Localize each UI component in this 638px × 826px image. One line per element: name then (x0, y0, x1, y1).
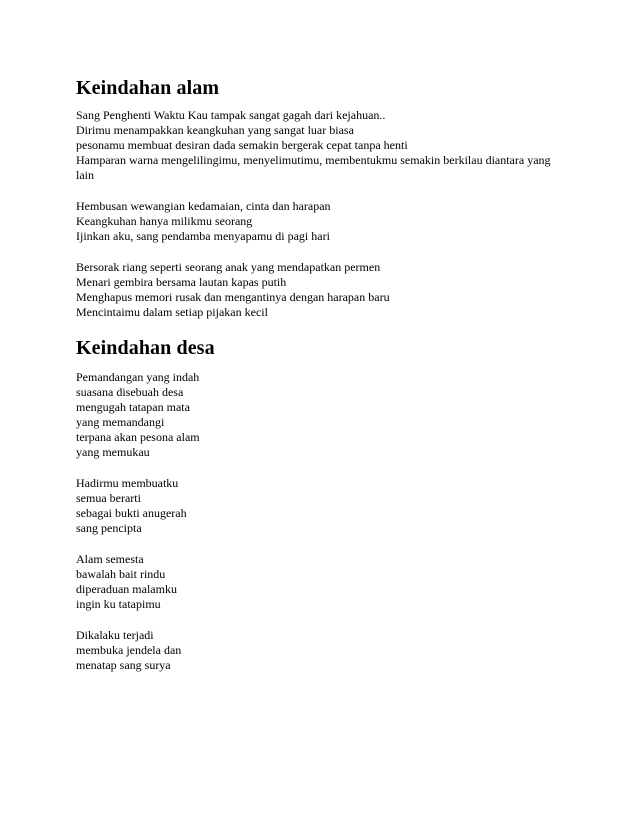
stanza (76, 370, 616, 460)
poem-line: terpana akan pesona alam (76, 430, 200, 444)
poem-line: pesonamu membuat desiran dada semakin bergerak cepat tanpa henti (76, 138, 408, 152)
poem-line: sebagai bukti anugerah (76, 506, 187, 520)
section-title-keindahan-alam: Keindahan alam (76, 77, 220, 99)
poem-line: Alam semesta (76, 552, 144, 566)
poem-line: suasana disebuah desa (76, 385, 184, 399)
poem-line: Hembusan wewangian kedamaian, cinta dan harapan (76, 199, 331, 213)
poem-line: Mencintaimu dalam setiap pijakan kecil (76, 305, 268, 319)
stanza (76, 552, 616, 612)
poem-line: Bersorak riang seperti seorang anak yang mendapatkan permen (76, 260, 381, 274)
poem-line: bawalah bait rindu (76, 567, 166, 581)
poem-line: Menghapus memori rusak dan mengantinya dengan harapan baru (76, 290, 390, 304)
poem-line: sang pencipta (76, 521, 142, 535)
stanza (76, 199, 616, 244)
poem-line: Sang Penghenti Waktu Kau tampak sangat gagah dari kejahuan.. (76, 108, 386, 122)
poem-line: semua berarti (76, 491, 141, 505)
poem-line: yang memukau (76, 445, 150, 459)
stanza (76, 476, 616, 536)
stanza (76, 260, 616, 320)
stanza (76, 108, 616, 183)
poem-line: Pemandangan yang indah (76, 370, 200, 384)
poem-line: Menari gembira bersama lautan kapas putih (76, 275, 287, 289)
poem-line: menatap sang surya (76, 658, 171, 672)
poem-line: mengugah tatapan mata (76, 400, 190, 414)
poem-line: diperaduan malamku (76, 582, 177, 596)
document-page (76, 76, 616, 689)
poem-line: Keangkuhan hanya milikmu seorang (76, 214, 253, 228)
poem-line: Dikalaku terjadi (76, 628, 154, 642)
poem-line: Hadirmu membuatku (76, 476, 179, 490)
poem-line: Hamparan warna mengelilingimu, menyelimutimu, membentukmu semakin berkilau diantara yang lain (76, 153, 551, 182)
poem-line: Dirimu menampakkan keangkuhan yang sangat luar biasa (76, 123, 354, 137)
stanza (76, 628, 616, 673)
poem-line: Ijinkan aku, sang pendamba menyapamu di pagi hari (76, 229, 330, 243)
poem-line: ingin ku tatapimu (76, 597, 161, 611)
poem-line: yang memandangi (76, 415, 165, 429)
section-title-keindahan-desa: Keindahan desa (76, 337, 215, 359)
poem-line: membuka jendela dan (76, 643, 182, 657)
